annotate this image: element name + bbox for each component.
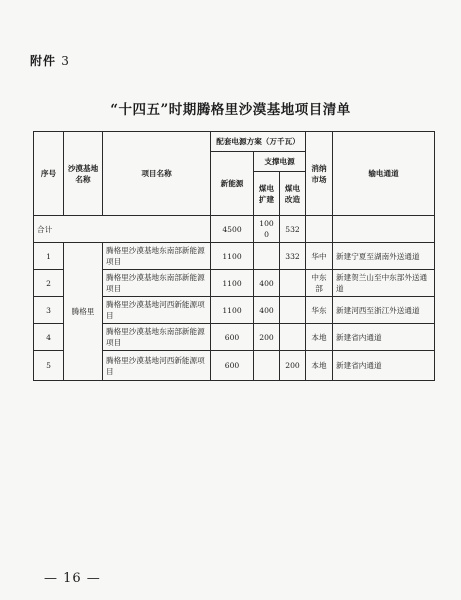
header-new-energy: 新能源 xyxy=(211,152,254,216)
header-coal-new: 煤电扩建 xyxy=(254,172,280,216)
row-channel: 新建河西至浙江外送通道 xyxy=(333,297,435,324)
row-seq: 3 xyxy=(34,297,64,324)
row-new-energy: 1100 xyxy=(211,270,254,297)
document-title: “十四五”时期腾格里沙漠基地项目清单 xyxy=(110,102,351,118)
total-new-energy: 4500 xyxy=(211,216,254,243)
row-coal-new: 400 xyxy=(254,270,280,297)
base-name: 腾格里 xyxy=(64,243,103,381)
header-support: 支撑电源 xyxy=(254,152,306,172)
row-channel: 新建宁夏至湖南外送通道 xyxy=(333,243,435,270)
table-row xyxy=(34,243,435,270)
row-coal-new xyxy=(254,351,280,381)
header-row-1 xyxy=(34,132,435,152)
row-market: 本地 xyxy=(306,324,333,351)
row-market: 华中 xyxy=(306,243,333,270)
row-project: 腾格里沙漠基地河西新能源项目 xyxy=(103,297,211,324)
total-coal-new: 1000 xyxy=(254,216,280,243)
row-coal-upgrade: 332 xyxy=(280,243,306,270)
row-new-energy: 600 xyxy=(211,324,254,351)
row-project: 腾格里沙漠基地东南部新能源项目 xyxy=(103,324,211,351)
row-coal-upgrade xyxy=(280,297,306,324)
total-coal-upgrade: 532 xyxy=(280,216,306,243)
row-coal-new: 200 xyxy=(254,324,280,351)
header-seq: 序号 xyxy=(34,132,64,216)
project-table xyxy=(33,131,435,381)
row-coal-upgrade xyxy=(280,270,306,297)
row-channel: 新建省内通道 xyxy=(333,351,435,381)
attachment-label xyxy=(30,52,70,69)
row-new-energy: 1100 xyxy=(211,243,254,270)
total-label: 合计 xyxy=(34,216,211,243)
row-market: 中东部 xyxy=(306,270,333,297)
row-seq: 4 xyxy=(34,324,64,351)
attachment-text: 附件 xyxy=(30,54,57,68)
header-channel: 输电通道 xyxy=(333,132,435,216)
row-project: 腾格里沙漠基地河西新能源项目 xyxy=(103,351,211,381)
row-new-energy: 1100 xyxy=(211,297,254,324)
attachment-number: 3 xyxy=(61,54,70,68)
row-seq: 1 xyxy=(34,243,64,270)
row-project: 腾格里沙漠基地东南部新能源项目 xyxy=(103,243,211,270)
row-seq: 5 xyxy=(34,351,64,381)
row-project: 腾格里沙漠基地东南部新能源项目 xyxy=(103,270,211,297)
row-coal-upgrade: 200 xyxy=(280,351,306,381)
total-row xyxy=(34,216,435,243)
header-project: 项目名称 xyxy=(103,132,211,216)
row-market: 华东 xyxy=(306,297,333,324)
row-new-energy: 600 xyxy=(211,351,254,381)
header-coal-upgrade: 煤电改造 xyxy=(280,172,306,216)
header-base: 沙漠基地名称 xyxy=(64,132,103,216)
row-channel: 新建省内通道 xyxy=(333,324,435,351)
header-plan: 配套电源方案（万千瓦） xyxy=(211,132,306,152)
row-seq: 2 xyxy=(34,270,64,297)
row-channel: 新建贺兰山至中东部外送通道 xyxy=(333,270,435,297)
row-coal-new: 400 xyxy=(254,297,280,324)
header-market: 消纳市场 xyxy=(306,132,333,216)
row-market: 本地 xyxy=(306,351,333,381)
row-coal-new xyxy=(254,243,280,270)
row-coal-upgrade xyxy=(280,324,306,351)
page-number: — 16 — xyxy=(44,571,101,586)
